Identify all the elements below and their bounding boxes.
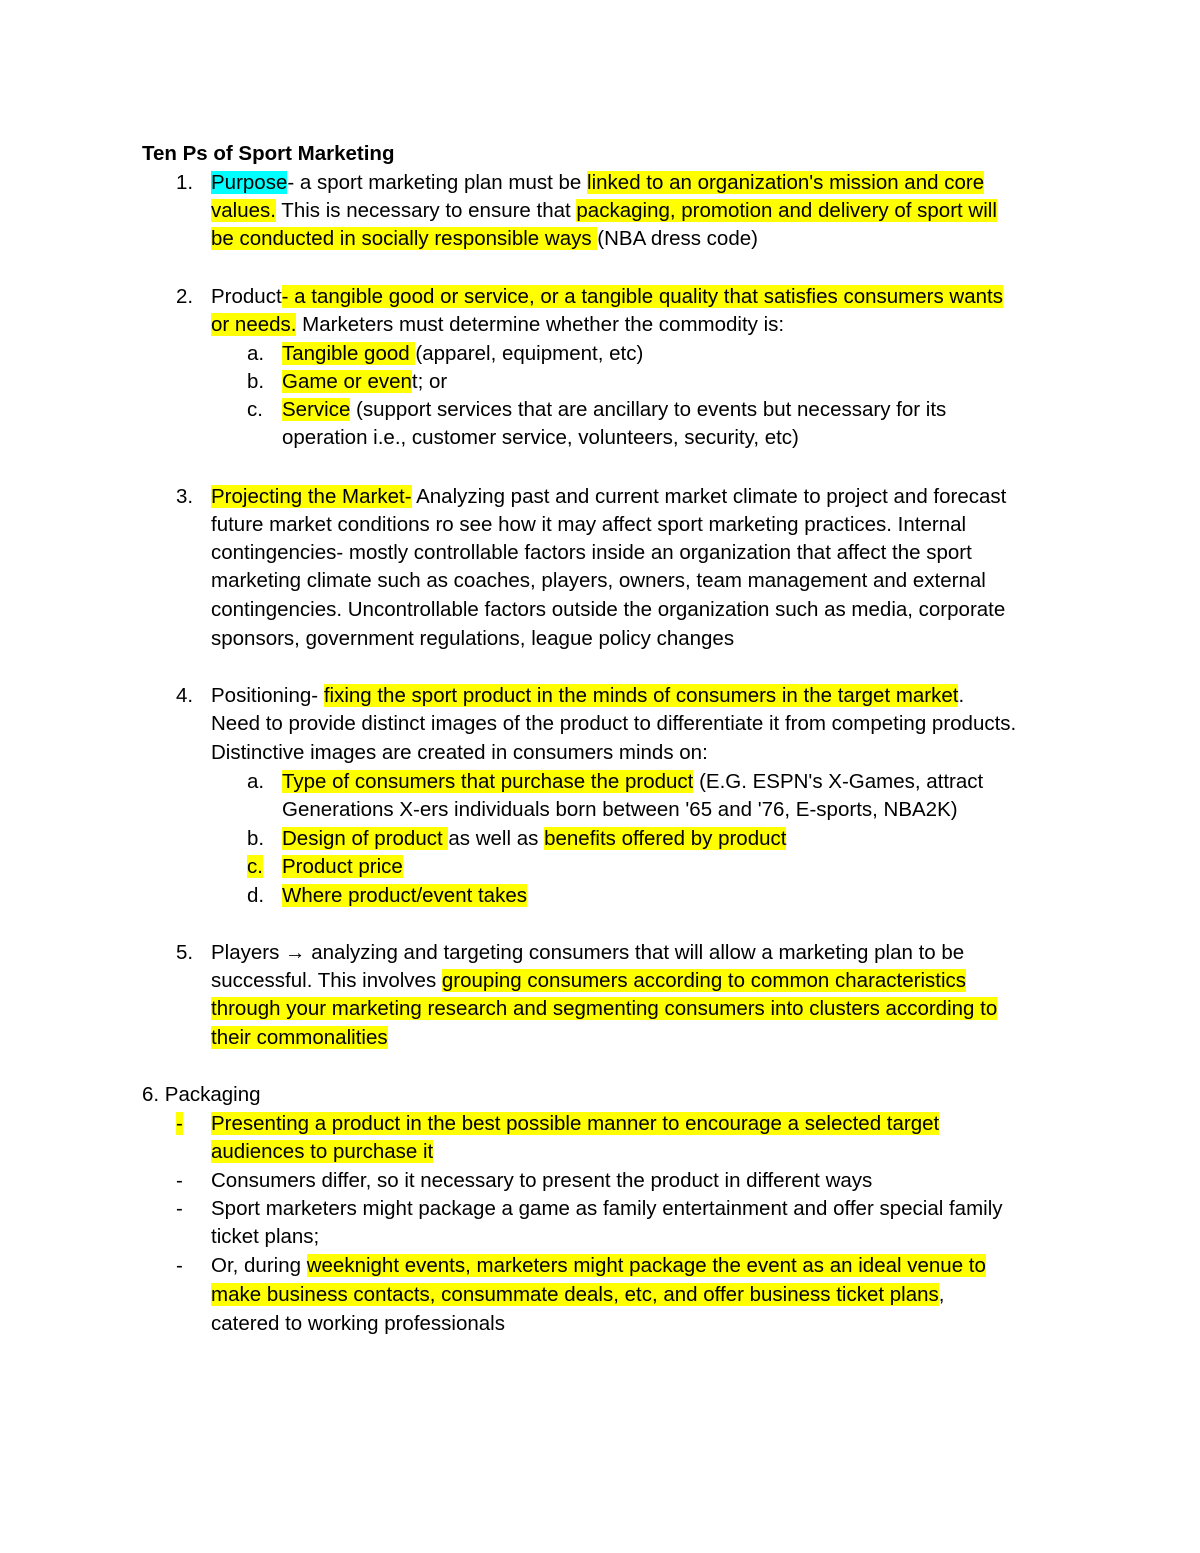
list-item-line: contingencies. Uncontrollable factors outside the organization such as media, corporate: [211, 598, 1006, 621]
sublist-item: [282, 882, 527, 910]
highlight: Presenting a product in the best possible manner to encourage a selected target: [211, 1112, 940, 1135]
sublist-item: [282, 396, 946, 424]
text-run: (NBA dress code): [597, 227, 758, 250]
highlight: make business contacts, consummate deals, etc, and offer business ticket plans: [211, 1283, 939, 1306]
bullet-item: [211, 1252, 986, 1280]
highlight: - a tangible good or service, or a tangible quality that satisfies consumers wants: [281, 285, 1003, 308]
sublist-marker: d.: [247, 884, 265, 907]
list-item-line: [211, 1024, 388, 1052]
highlight: their commonalities: [211, 1026, 388, 1049]
list-item-line: contingencies- mostly controllable factors inside an organization that affect the sport: [211, 541, 972, 564]
sublist-item-line: Generations X-ers individuals born between '65 and '76, E-sports, NBA2K): [282, 798, 958, 821]
list-item-line: [211, 311, 784, 339]
highlight: or needs.: [211, 313, 297, 336]
list-number: 2.: [176, 285, 194, 308]
text-run: - a sport marketing plan must be: [287, 171, 588, 194]
highlight: -: [176, 1112, 183, 1135]
text-run: This is necessary to ensure that: [275, 199, 577, 222]
highlight: Projecting the Market-: [211, 485, 412, 508]
text-run: t; or: [411, 370, 448, 393]
text-run: (support services that are ancillary to events but necessary for its: [350, 398, 947, 421]
list-number: 4.: [176, 684, 194, 707]
sublist-item: [282, 768, 983, 796]
highlight: linked to an organization's mission and core: [587, 171, 985, 194]
highlight: Game or even: [282, 370, 412, 393]
sublist-item: [282, 825, 786, 853]
highlight: packaging, promotion and delivery of sport will: [576, 199, 997, 222]
text-run: as well as: [448, 827, 545, 850]
list-number: 3.: [176, 485, 194, 508]
text-run: ,: [938, 1283, 945, 1306]
list-number: 5.: [176, 941, 194, 964]
sublist-marker: c.: [247, 398, 263, 421]
list-item-line: [211, 283, 1003, 311]
highlight-cyan: Purpose: [211, 171, 288, 194]
text-run: Or, during: [211, 1254, 307, 1277]
highlight: Product price: [282, 855, 403, 878]
highlight: audiences to purchase it: [211, 1140, 434, 1163]
list-item-line: [211, 225, 758, 253]
sublist-item-line: operation i.e., customer service, volunteers, security, etc): [282, 426, 799, 449]
text-run: (E.G. ESPN's X-Games, attract: [693, 770, 984, 793]
highlight: benefits offered by product: [544, 827, 787, 850]
highlight: Type of consumers that purchase the product: [282, 770, 694, 793]
dash-marker: -: [176, 1197, 183, 1220]
list-item-line: Need to provide distinct images of the product to differentiate it from competing products.: [211, 712, 1017, 735]
text-run: Positioning-: [211, 684, 324, 707]
dash-marker: -: [176, 1169, 183, 1192]
sublist-item: [282, 368, 447, 396]
bullet-item-line: [211, 1138, 433, 1166]
highlight: Design of product: [282, 827, 449, 850]
highlight: grouping consumers according to common characteristics: [441, 969, 967, 992]
highlight: weeknight events, marketers might package the event as an ideal venue to: [306, 1254, 986, 1277]
bullet-item: Consumers differ, so it necessary to present the product in different ways: [211, 1169, 873, 1192]
sublist-item: [282, 853, 403, 881]
list-item-line: Players → analyzing and targeting consumers that will allow a marketing plan to be: [211, 941, 965, 964]
list-item-line: marketing climate such as coaches, players, owners, team management and external: [211, 569, 986, 592]
list-item-line: future market conditions ro see how it may affect sport marketing practices. Internal: [211, 513, 967, 536]
bullet-item: Sport marketers might package a game as family entertainment and offer special family: [211, 1197, 1003, 1220]
text-run: .: [958, 684, 965, 707]
list-item-line: [211, 995, 997, 1023]
bullet-item-line: [211, 1281, 944, 1309]
list-number: 1.: [176, 171, 194, 194]
dash-marker: [176, 1110, 183, 1138]
highlight: values.: [211, 199, 276, 222]
highlight: be conducted in socially responsible ways: [211, 227, 598, 250]
sublist-marker: b.: [247, 370, 265, 393]
section-heading: 6. Packaging: [142, 1083, 261, 1106]
text-run: successful. This involves: [211, 969, 442, 992]
list-item-line: [211, 169, 984, 197]
bullet-item-line: ticket plans;: [211, 1225, 320, 1248]
highlight: Where product/event takes: [282, 884, 527, 907]
highlight: Tangible good: [282, 342, 416, 365]
list-item-line: [211, 483, 1006, 511]
highlight: through your marketing research and segmenting consumers into clusters according to: [211, 997, 998, 1020]
sublist-marker: [247, 853, 263, 881]
text-run: Analyzing past and current market climate to project and forecast: [411, 485, 1007, 508]
list-item-line: [211, 197, 997, 225]
text-run: (apparel, equipment, etc): [415, 342, 644, 365]
text-run: Product: [211, 285, 282, 308]
bullet-item-line: catered to working professionals: [211, 1312, 505, 1335]
sublist-item: [282, 340, 643, 368]
list-item-line: Distinctive images are created in consumers minds on:: [211, 741, 708, 764]
bullet-item: [211, 1110, 939, 1138]
sublist-marker: a.: [247, 342, 265, 365]
highlight: Service: [282, 398, 351, 421]
text-run: Marketers must determine whether the commodity is:: [296, 313, 785, 336]
highlight: c.: [247, 855, 263, 878]
list-item-line: [211, 967, 966, 995]
sublist-marker: a.: [247, 770, 265, 793]
document-title: Ten Ps of Sport Marketing: [142, 142, 395, 165]
list-item-line: [211, 682, 964, 710]
sublist-marker: b.: [247, 827, 265, 850]
list-item-line: sponsors, government regulations, league policy changes: [211, 627, 735, 650]
highlight: fixing the sport product in the minds of consumers in the target market: [323, 684, 959, 707]
dash-marker: -: [176, 1254, 183, 1277]
